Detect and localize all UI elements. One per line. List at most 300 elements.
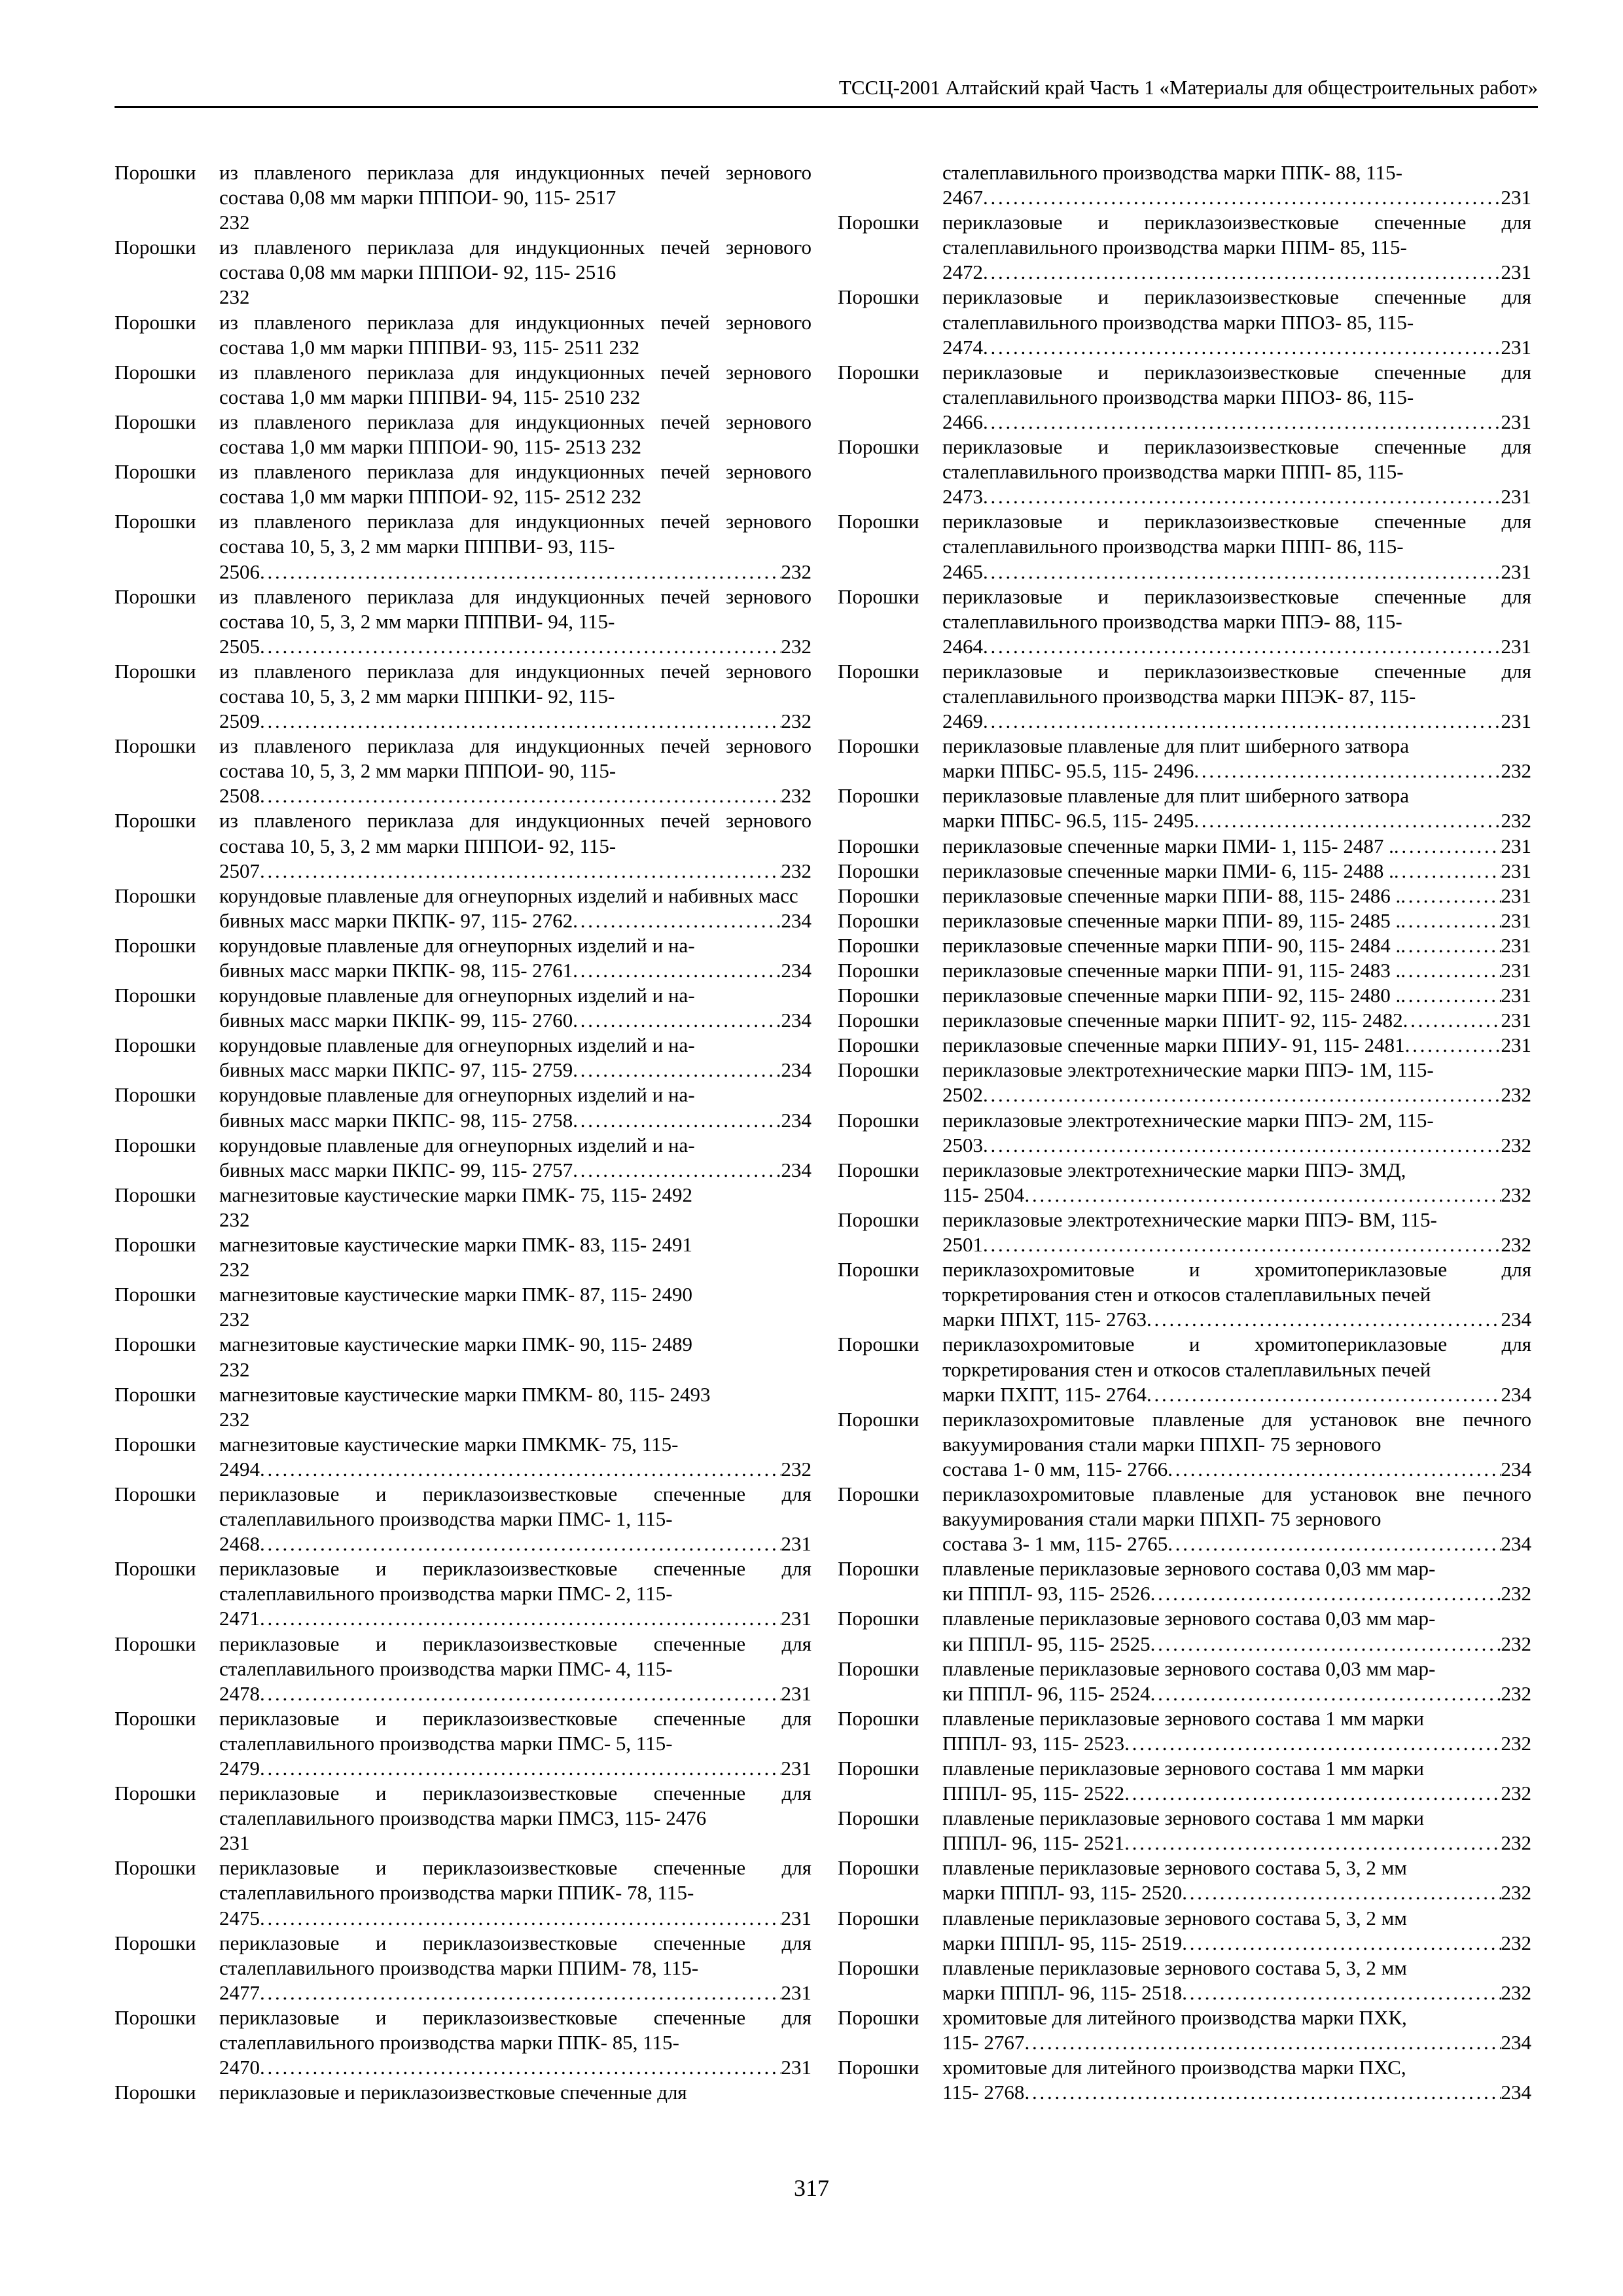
entry-lead-word: Порошки xyxy=(115,1233,196,1257)
index-page-line xyxy=(942,560,1531,584)
leader-dots xyxy=(573,908,781,933)
entry-text: периклазовые и периклазоизвестковые спеченные для сталеплавильного производства марки ППК- 85, 115- xyxy=(219,2005,812,2054)
leader-dots xyxy=(260,1756,781,1781)
entry-page-ref: 232 xyxy=(1501,1881,1531,1905)
index-page-line xyxy=(219,1108,812,1133)
leader-dots xyxy=(1182,1880,1501,1905)
entry-lead-word: Порошки xyxy=(838,435,919,459)
entry-page-ref: 232 xyxy=(781,859,812,882)
index-entry xyxy=(115,1632,812,1706)
entry-lead-word: Порошки xyxy=(838,211,919,234)
index-entry xyxy=(838,734,1531,783)
entry-page-ref: 232 xyxy=(219,1357,250,1381)
entry-lead-word: Порошки xyxy=(115,809,196,833)
index-page-line xyxy=(942,2080,1531,2105)
entry-body xyxy=(219,1282,812,1332)
index-entry xyxy=(838,1657,1531,1706)
entry-page-ref: 232 xyxy=(781,784,812,808)
index-page-line xyxy=(219,1058,812,1083)
entry-page-ref: 232 xyxy=(1501,1831,1531,1855)
index-page-line xyxy=(219,560,812,584)
entry-tail-text: 2479 xyxy=(219,1757,260,1780)
entry-text: периклазовые и периклазоизвестковые спеченные для сталеплавильного производства марки ППМ- 85, 115- xyxy=(942,211,1531,259)
entry-page-ref: 231 xyxy=(219,1831,250,1855)
entry-body xyxy=(219,360,812,410)
entry-tail-text: 2501 xyxy=(942,1233,983,1257)
index-entry xyxy=(115,235,812,310)
entry-tail-text: 2469 xyxy=(942,709,983,733)
entry-lead-word: Порошки xyxy=(838,884,919,907)
leader-dots xyxy=(983,634,1501,659)
index-page-line xyxy=(942,634,1531,659)
entry-tail-text: 2470 xyxy=(219,2056,260,2079)
entry-page-ref: 231 xyxy=(1501,410,1531,433)
entry-text: корундовые плавленые для огнеупорных изделий и на- xyxy=(219,984,695,1007)
leader-dots xyxy=(1182,1981,1501,2005)
entry-page-ref: 232 xyxy=(219,285,250,309)
index-entry xyxy=(838,1058,1531,1107)
entry-text: периклазовые и периклазоизвестковые спеченные для сталеплавильного производства марки ППОЗ- 85, 115- xyxy=(942,285,1531,334)
index-page-line xyxy=(219,1606,812,1631)
index-entry xyxy=(838,2055,1531,2105)
entry-lead-word: Порошки xyxy=(838,984,919,1007)
entry-body xyxy=(219,1556,812,1631)
entry-body xyxy=(219,1931,812,2005)
leader-dots xyxy=(260,2055,781,2080)
entry-body xyxy=(219,310,812,360)
index-page-line xyxy=(942,884,1531,908)
entry-page-ref: 231 xyxy=(1501,1009,1531,1032)
entry-page-ref: 231 xyxy=(1501,933,1531,957)
index-page-line xyxy=(942,1581,1531,1606)
entry-lead-word: Порошки xyxy=(838,510,919,533)
entry-text: корундовые плавленые для огнеупорных изделий и на- xyxy=(219,933,695,957)
index-entry xyxy=(838,1756,1531,1806)
index-entry xyxy=(838,1407,1531,1482)
index-page-line xyxy=(942,933,1531,958)
index-entry xyxy=(115,933,812,983)
leader-dots xyxy=(1403,1008,1501,1033)
index-page-line xyxy=(942,1880,1531,1905)
entry-tail-text: 2494 xyxy=(219,1457,260,1480)
index-entry xyxy=(838,834,1531,859)
entry-page-ref: 234 xyxy=(1501,1532,1531,1556)
entry-lead-word: Порошки xyxy=(838,1657,919,1680)
index-entry xyxy=(838,1158,1531,1208)
entry-tail-text: периклазовые спеченные марки ППИ- 92, 115- 2480 . xyxy=(942,984,1401,1007)
index-page-line xyxy=(942,1781,1531,1806)
leader-dots xyxy=(983,709,1501,734)
entry-text: плавленые периклазовые зернового состава 5, 3, 2 мм xyxy=(942,1906,1407,1929)
entry-text: плавленые периклазовые зернового состава 0,03 мм мар- xyxy=(942,1657,1436,1680)
entry-body xyxy=(942,210,1531,285)
leader-dots xyxy=(1168,1457,1501,1482)
entry-body xyxy=(942,1806,1531,1856)
leader-dots xyxy=(983,560,1501,584)
entry-text: плавленые периклазовые зернового состава 0,03 мм мар- xyxy=(942,1607,1436,1630)
index-entry xyxy=(115,808,812,883)
index-entry xyxy=(838,1956,1531,2005)
entry-lead-word: Порошки xyxy=(115,1632,196,1655)
entry-tail-text: 2472 xyxy=(942,260,983,284)
entry-page-ref: 231 xyxy=(1501,560,1531,583)
entry-text: периклазовые и периклазоизвестковые спеченные для сталеплавильного производства марки ПМС- 1, 115- xyxy=(219,1482,812,1531)
entry-body xyxy=(942,783,1531,833)
entry-body xyxy=(942,1906,1531,1956)
entry-text: из плавленого периклаза для индукционных печей зернового состава 1,0 мм марки ПППВИ- 94, 115- 2510 232 xyxy=(219,360,812,408)
index-page-line xyxy=(942,1133,1531,1158)
entry-text: из плавленого периклаза для индукционных печей зернового состава 1,0 мм марки ПППВИ- 93, 115- 2511 232 xyxy=(219,310,812,359)
entry-tail-text: периклазовые спеченные марки ППИУ- 91, 115- 2481 xyxy=(942,1033,1405,1057)
entry-tail-text: бивных масс марки ПКПК- 97, 115- 2762 xyxy=(219,908,573,932)
index-entry xyxy=(115,884,812,933)
index-page-line xyxy=(942,335,1531,360)
index-page-line xyxy=(942,1008,1531,1033)
leader-dots xyxy=(983,1232,1501,1257)
entry-page-ref: 231 xyxy=(781,1532,812,1556)
leader-dots xyxy=(573,1008,781,1033)
entry-tail-text: 2468 xyxy=(219,1532,260,1556)
entry-lead-word: Порошки xyxy=(115,2005,196,2029)
leader-dots xyxy=(1400,884,1501,908)
index-entry xyxy=(838,1108,1531,1158)
entry-lead-word: Порошки xyxy=(115,1333,196,1356)
entry-lead-word: Порошки xyxy=(838,360,919,384)
entry-body xyxy=(219,584,812,659)
index-page-line xyxy=(219,908,812,933)
index-entry xyxy=(115,1133,812,1183)
entry-lead-word: Порошки xyxy=(838,659,919,683)
entry-body xyxy=(219,1232,812,1282)
entry-body xyxy=(219,459,812,509)
entry-page-ref: 231 xyxy=(781,1607,812,1630)
index-entry xyxy=(115,459,812,509)
index-entry xyxy=(838,1257,1531,1332)
entry-lead-word: Порошки xyxy=(115,1033,196,1057)
entry-text: магнезитовые каустические марки ПМК- 90, 115- 2489 xyxy=(219,1333,692,1356)
index-entry xyxy=(115,1033,812,1083)
entry-tail-text: 2478 xyxy=(219,1681,260,1705)
entry-text: периклазохромитовые плавленые для установок вне печного вакуумирования стали марки ППХП- 75 зернового xyxy=(942,1407,1531,1456)
entry-page-ref: 232 xyxy=(1501,1632,1531,1655)
index-page-line xyxy=(942,1831,1531,1856)
entry-text: корундовые плавленые для огнеупорных изделий и набивных масс xyxy=(219,884,798,907)
index-entry xyxy=(115,1432,812,1482)
leader-dots xyxy=(573,1108,781,1133)
entry-tail-text: ки ПППЛ- 93, 115- 2526 xyxy=(942,1582,1150,1605)
entry-text: периклазохромитовые и хромитопериклазовые для торкретирования стен и откосов сталеплавильных печей xyxy=(942,1333,1531,1381)
index-page-line xyxy=(942,709,1531,734)
entry-body xyxy=(219,884,812,933)
leader-dots xyxy=(260,1532,781,1556)
entry-page-ref: 231 xyxy=(1501,959,1531,982)
entry-text: из плавленого периклаза для индукционных печей зернового состава 10, 5, 3, 2 мм марки ПППОИ- 90, 115- xyxy=(219,734,812,783)
leader-dots xyxy=(983,1083,1501,1107)
index-page-line xyxy=(219,1008,812,1033)
entry-body xyxy=(219,410,812,459)
entry-lead-word: Порошки xyxy=(838,584,919,608)
entry-body xyxy=(942,1332,1531,1407)
leader-dots xyxy=(260,1906,781,1931)
entry-tail-text: 2503 xyxy=(942,1133,983,1157)
index-page-line xyxy=(942,1232,1531,1257)
index-page-line xyxy=(942,484,1531,509)
entry-text: периклазовые и периклазоизвестковые спеченные для сталеплавильного производства марки ППОЗ- 86, 115- xyxy=(942,360,1531,408)
entry-text: хромитовые для литейного производства марки ПХС, xyxy=(942,2056,1406,2079)
index-page-line xyxy=(219,1756,812,1781)
index-page-line xyxy=(942,1981,1531,2005)
leader-dots xyxy=(1150,1632,1501,1657)
entry-text: периклазовые электротехнические марки ППЭ- 2М, 115- xyxy=(942,1108,1434,1132)
index-entry xyxy=(838,933,1531,958)
entry-body xyxy=(942,1556,1531,1606)
entry-body xyxy=(219,1706,812,1781)
entry-tail-text: 2465 xyxy=(942,560,983,583)
entry-text: периклазовые и периклазоизвестковые спеченные для сталеплавильного производства марки ППЭК- 87, 115- xyxy=(942,659,1531,708)
entry-text: плавленые периклазовые зернового состава 5, 3, 2 мм xyxy=(942,1956,1407,1979)
leader-dots xyxy=(983,484,1501,509)
entry-body xyxy=(942,859,1531,884)
entry-lead-word: Порошки xyxy=(115,884,196,907)
entry-tail-text: 2473 xyxy=(942,485,983,509)
index-entry xyxy=(838,983,1531,1008)
entry-page-ref: 232 xyxy=(781,1457,812,1480)
index-page-line xyxy=(219,1906,812,1931)
entry-page-ref: 232 xyxy=(1501,1731,1531,1755)
entry-text: периклазовые и периклазоизвестковые спеченные для сталеплавильного производства марки ПМС- 4, 115- xyxy=(219,1632,812,1680)
entry-page-ref: 234 xyxy=(1501,1382,1531,1406)
entry-text: корундовые плавленые для огнеупорных изделий и на- xyxy=(219,1033,695,1057)
leader-dots xyxy=(1147,1307,1501,1332)
index-page-line xyxy=(219,1532,812,1556)
entry-tail-text: периклазовые спеченные марки ПМИ- 6, 115- 2488 . xyxy=(942,859,1394,882)
entry-body xyxy=(942,360,1531,435)
entry-lead-word: Порошки xyxy=(838,1333,919,1356)
index-page-line xyxy=(942,1382,1531,1407)
entry-lead-word: Порошки xyxy=(115,1283,196,1306)
entry-lead-word: Порошки xyxy=(838,2005,919,2029)
entry-body xyxy=(942,1058,1531,1107)
entry-page-ref: 234 xyxy=(1501,2081,1531,2104)
entry-page-ref: 232 xyxy=(1501,1582,1531,1605)
entry-page-ref: 234 xyxy=(781,1158,812,1181)
index-entry xyxy=(115,1931,812,2005)
index-entry xyxy=(115,1781,812,1856)
leader-dots xyxy=(260,1981,781,2005)
leader-dots xyxy=(260,859,781,884)
entry-text: периклазовые электротехнические марки ППЭ- ВМ, 115- xyxy=(942,1208,1437,1231)
entry-text: из плавленого периклаза для индукционных печей зернового состава 10, 5, 3, 2 мм марки ПППВИ- 94, 115- xyxy=(219,584,812,633)
entry-text: магнезитовые каустические марки ПМК- 87, 115- 2490 xyxy=(219,1283,692,1306)
entry-tail-text: 2467 xyxy=(942,186,983,209)
entry-body xyxy=(942,1158,1531,1208)
entry-body xyxy=(219,659,812,734)
entry-body xyxy=(942,285,1531,359)
entry-lead-word: Порошки xyxy=(838,1806,919,1830)
index-page-line xyxy=(219,1981,812,2005)
entry-lead-word: Порошки xyxy=(838,1058,919,1082)
entry-tail-text: марки ППБС- 96.5, 115- 2495 xyxy=(942,809,1194,833)
entry-text: периклазовые и периклазоизвестковые спеченные для сталеплавильного производства марки ППИК- 78, 115- xyxy=(219,1856,812,1905)
entry-tail-text: периклазовые спеченные марки ПМИ- 1, 115- 2487 . xyxy=(942,834,1394,857)
entry-lead-word: Порошки xyxy=(838,784,919,808)
entry-tail-text: состава 1- 0 мм, 115- 2766 xyxy=(942,1457,1168,1480)
index-page-line xyxy=(942,1632,1531,1657)
entry-body xyxy=(942,435,1531,509)
index-entry xyxy=(115,360,812,410)
entry-page-ref: 234 xyxy=(781,908,812,932)
entry-body xyxy=(219,983,812,1033)
entry-text: плавленые периклазовые зернового состава 5, 3, 2 мм xyxy=(942,1856,1407,1880)
entry-lead-word: Порошки xyxy=(115,1432,196,1456)
entry-body xyxy=(942,734,1531,783)
entry-lead-word: Порошки xyxy=(838,1482,919,1505)
entry-text: плавленые периклазовые зернового состава 0,03 мм мар- xyxy=(942,1557,1436,1581)
entry-lead-word: Порошки xyxy=(115,1183,196,1206)
entry-page-ref: 231 xyxy=(1501,908,1531,932)
entry-body xyxy=(942,1706,1531,1756)
entry-page-ref: 232 xyxy=(219,1258,250,1282)
leader-dots xyxy=(1400,983,1501,1008)
index-entry xyxy=(838,1856,1531,1905)
entry-lead-word: Порошки xyxy=(838,1108,919,1132)
index-page-line xyxy=(219,783,812,808)
entry-text: из плавленого периклаза для индукционных печей зернового состава 0,08 мм марки ПППОИ- 90, 115- 2517 xyxy=(219,161,812,209)
index-entry xyxy=(838,1606,1531,1656)
index-entry xyxy=(838,958,1531,983)
entry-body xyxy=(942,933,1531,958)
index-entry xyxy=(115,310,812,360)
entry-tail-text: периклазовые спеченные марки ППИТ- 92, 115- 2482 xyxy=(942,1009,1403,1032)
entry-lead-word: Порошки xyxy=(115,1557,196,1581)
entry-page-ref: 232 xyxy=(1501,1782,1531,1805)
entry-text: периклазовые плавленые для плит шиберного затвора xyxy=(942,784,1409,808)
entry-tail-text: 115- 2767 xyxy=(942,2031,1025,2054)
entry-lead-word: Порошки xyxy=(838,1009,919,1032)
entry-text: из плавленого периклаза для индукционных печей зернового состава 0,08 мм марки ПППОИ- 92, 115- 2516 xyxy=(219,236,812,284)
index-page-line xyxy=(942,1681,1531,1706)
entry-body xyxy=(942,659,1531,734)
index-page-line xyxy=(942,1033,1531,1058)
running-header xyxy=(115,73,1538,108)
index-entry xyxy=(115,1382,812,1432)
index-page-line xyxy=(219,2055,812,2080)
leader-dots xyxy=(260,560,781,584)
leader-dots xyxy=(1124,1731,1501,1756)
index-entry xyxy=(838,1332,1531,1407)
entry-text: плавленые периклазовые зернового состава 1 мм марки xyxy=(942,1706,1424,1730)
entry-tail-text: 2471 xyxy=(219,1607,260,1630)
entry-tail-text: 2477 xyxy=(219,1981,260,2004)
index-entry xyxy=(115,1556,812,1631)
entry-tail-text: бивных масс марки ПКПК- 98, 115- 2761 xyxy=(219,959,573,982)
entry-body xyxy=(942,1482,1531,1556)
entry-text: периклазовые и периклазоизвестковые спеченные для сталеплавильного производства марки ПМСЗ, 115- 2476 xyxy=(219,1782,812,1830)
leader-dots xyxy=(1194,759,1501,783)
index-entry xyxy=(838,285,1531,359)
index-entry xyxy=(838,1008,1531,1033)
index-page-line xyxy=(942,1532,1531,1556)
entry-lead-word: Порошки xyxy=(115,1931,196,1954)
index-entry xyxy=(115,509,812,584)
entry-page-ref: 232 xyxy=(1501,1681,1531,1705)
entry-body xyxy=(942,584,1531,659)
entry-lead-word: Порошки xyxy=(838,1208,919,1231)
index-entry xyxy=(838,435,1531,509)
entry-text: периклазовые и периклазоизвестковые спеченные для сталеплавильного производства марки ПМС- 2, 115- xyxy=(219,1557,812,1605)
leader-dots xyxy=(573,1058,781,1083)
entry-body xyxy=(219,1781,812,1856)
entry-text: периклазовые и периклазоизвестковые спеченные для сталеплавильного производства марки ППИМ- 78, 115- xyxy=(219,1931,812,1979)
entry-page-ref: 232 xyxy=(1501,1083,1531,1107)
index-entry xyxy=(115,1083,812,1132)
index-entry xyxy=(115,1856,812,1930)
leader-dots xyxy=(260,634,781,659)
entry-tail-text: бивных масс марки ПКПК- 99, 115- 2760 xyxy=(219,1009,573,1032)
entry-body xyxy=(219,1183,812,1232)
leader-dots xyxy=(1182,1931,1501,1956)
entry-tail-text: 2502 xyxy=(942,1083,983,1107)
entry-text: периклазовые и периклазоизвестковые спеченные для xyxy=(219,2081,687,2104)
entry-text: хромитовые для литейного производства марки ПХК, xyxy=(942,2005,1407,2029)
entry-body xyxy=(942,834,1531,859)
leader-dots xyxy=(983,1133,1501,1158)
entry-lead-word: Порошки xyxy=(115,1856,196,1880)
entry-text: периклазохромитовые плавленые для установок вне печного вакуумирования стали марки ППХП- 75 зернового xyxy=(942,1482,1531,1531)
leader-dots xyxy=(1405,1033,1501,1058)
entry-body xyxy=(219,933,812,983)
entry-lead-word: Порошки xyxy=(838,908,919,932)
entry-text: из плавленого периклаза для индукционных печей зернового состава 10, 5, 3, 2 мм марки ПППОИ- 92, 115- xyxy=(219,809,812,857)
entry-body xyxy=(219,1856,812,1930)
entry-lead-word: Порошки xyxy=(115,310,196,334)
index-entry xyxy=(115,1482,812,1556)
entry-lead-word: Порошки xyxy=(838,1158,919,1181)
entry-tail-text: ки ПППЛ- 96, 115- 2524 xyxy=(942,1681,1150,1705)
index-page-line xyxy=(942,2030,1531,2055)
index-entry xyxy=(838,1208,1531,1257)
leader-dots xyxy=(260,1457,781,1482)
entry-tail-text: периклазовые спеченные марки ППИ- 90, 115- 2484 . xyxy=(942,933,1401,957)
entry-body xyxy=(942,983,1531,1008)
entry-lead-word: Порошки xyxy=(115,1706,196,1730)
index-entry xyxy=(838,584,1531,659)
index-page-line xyxy=(942,983,1531,1008)
entry-lead-word: Порошки xyxy=(115,161,196,184)
entry-body xyxy=(219,734,812,808)
index-page-line xyxy=(942,1083,1531,1107)
index-entry xyxy=(838,908,1531,933)
leader-dots xyxy=(1400,933,1501,958)
entry-page-ref: 232 xyxy=(1501,759,1531,783)
index-entry xyxy=(115,1282,812,1332)
entry-lead-word: Порошки xyxy=(838,1033,919,1057)
entry-page-ref: 232 xyxy=(219,211,250,234)
entry-page-ref: 232 xyxy=(1501,809,1531,833)
entry-page-ref: 232 xyxy=(1501,1133,1531,1157)
entry-body xyxy=(942,1657,1531,1706)
entry-body xyxy=(219,1632,812,1706)
entry-tail-text: 2508 xyxy=(219,784,260,808)
entry-tail-text: 2475 xyxy=(219,1906,260,1929)
entry-lead-word: Порошки xyxy=(115,1133,196,1157)
entry-tail-text: периклазовые спеченные марки ППИ- 89, 115- 2485 . xyxy=(942,908,1401,932)
entry-body xyxy=(942,958,1531,983)
index-page-line xyxy=(942,1183,1531,1208)
leader-dots xyxy=(1194,808,1501,833)
leader-dots xyxy=(1024,1183,1501,1208)
entry-lead-word: Порошки xyxy=(838,1407,919,1431)
